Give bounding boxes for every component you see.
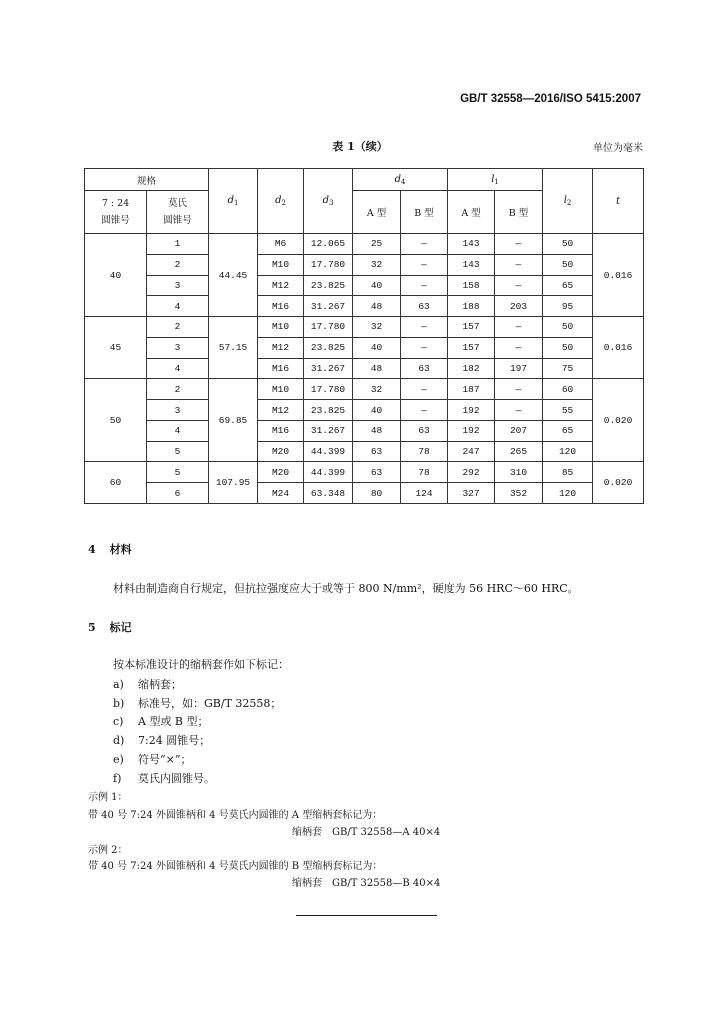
cell-t: 0.020 — [593, 379, 644, 462]
cell-taper-724: 40 — [85, 234, 147, 317]
cell-l2: 95 — [543, 296, 593, 317]
cell-morse-taper: 4 — [147, 420, 209, 441]
table-row — [85, 275, 644, 296]
cell-l2: 60 — [543, 379, 593, 400]
cell-l1-a: 157 — [448, 317, 495, 338]
cell-l1-a: 157 — [448, 337, 495, 358]
cell-d4-b: — — [401, 275, 448, 296]
header-l1 — [448, 169, 543, 191]
cell-l1-a: 327 — [448, 483, 495, 504]
table-caption: 表 1（续） — [332, 140, 388, 153]
cell-d2: M10 — [258, 254, 304, 275]
cell-d4-b: 63 — [401, 358, 448, 379]
cell-morse-taper: 3 — [147, 275, 209, 296]
cell-d4-a: 40 — [353, 400, 401, 421]
cell-d2: M20 — [258, 462, 304, 483]
cell-d4-b: 124 — [401, 483, 448, 504]
example-marking: 缩柄套 GB/T 32558—A 40×4 — [292, 827, 441, 838]
table-row — [85, 462, 644, 483]
cell-d4-b: 63 — [401, 296, 448, 317]
example-description: 带 40 号 7:24 外圆锥柄和 4 号莫氏内圆锥的 A 型缩柄套标记为： — [88, 810, 383, 821]
cell-morse-taper: 3 — [147, 400, 209, 421]
cell-morse-taper: 4 — [147, 358, 209, 379]
cell-d4-a: 40 — [353, 337, 401, 358]
header-d3 — [304, 169, 353, 234]
cell-l2: 55 — [543, 400, 593, 421]
section-4-heading — [88, 541, 132, 557]
table-body — [85, 234, 644, 504]
cell-d4-b: — — [401, 337, 448, 358]
cell-d3: 12.065 — [304, 234, 353, 255]
symbol: l — [563, 195, 567, 206]
cell-t: 0.016 — [593, 317, 644, 379]
section-number: 5 — [88, 621, 96, 634]
list-item-text: 7:24 圆锥号； — [138, 734, 211, 747]
cell-l1-b: 203 — [495, 296, 543, 317]
cell-d4-a: 40 — [353, 275, 401, 296]
header-d4-type-b: B 型 — [401, 191, 448, 234]
table-row — [85, 337, 644, 358]
example-marking: 缩柄套 GB/T 32558—B 40×4 — [292, 878, 441, 889]
cell-d3: 63.348 — [304, 483, 353, 504]
cell-d4-b: — — [401, 254, 448, 275]
cell-l2: 65 — [543, 275, 593, 296]
cell-d4-a: 48 — [353, 358, 401, 379]
list-item-text: 符号“×”； — [138, 753, 192, 766]
cell-morse-taper: 2 — [147, 254, 209, 275]
header-spec: 规格 — [85, 169, 209, 191]
table-row — [85, 441, 644, 462]
section-title: 材料 — [109, 543, 132, 556]
cell-d3: 23.825 — [304, 400, 353, 421]
header-l1-type-b: B 型 — [495, 191, 543, 234]
subscript: 2 — [281, 199, 286, 207]
cell-l1-b: 310 — [495, 462, 543, 483]
cell-taper-724: 45 — [85, 317, 147, 379]
cell-d2: M6 — [258, 234, 304, 255]
running-header: GB/T 32558—2016/ISO 5415:2007 — [460, 93, 641, 105]
cell-d3: 44.399 — [304, 441, 353, 462]
section-4-text: 材料由制造商自行规定，但抗拉强度应大于或等于 800 N/mm²，硬度为 56 HRC～60 HRC。 — [113, 582, 579, 595]
specification-table — [84, 168, 644, 504]
cell-l1-b: — — [495, 234, 543, 255]
cell-morse-taper: 3 — [147, 337, 209, 358]
symbol: d — [394, 173, 401, 185]
cell-l1-b: 352 — [495, 483, 543, 504]
table-row — [85, 379, 644, 400]
cell-morse-taper: 4 — [147, 296, 209, 317]
cell-d4-b: — — [401, 234, 448, 255]
section-5-heading — [88, 619, 132, 635]
cell-d3: 17.780 — [304, 254, 353, 275]
list-item-label: d) — [113, 734, 125, 747]
header-row — [85, 169, 644, 191]
example-label: 示例 2： — [88, 845, 128, 856]
cell-d3: 17.780 — [304, 317, 353, 338]
cell-d4-a: 32 — [353, 254, 401, 275]
subscript: 4 — [400, 177, 406, 186]
cell-l1-a: 187 — [448, 379, 495, 400]
cell-morse-taper: 2 — [147, 379, 209, 400]
cell-d2: M16 — [258, 420, 304, 441]
table-row — [85, 234, 644, 255]
cell-morse-taper: 5 — [147, 441, 209, 462]
table-unit-note: 单位为毫米 — [593, 143, 643, 154]
cell-l2: 120 — [543, 483, 593, 504]
section-title: 标记 — [109, 621, 132, 634]
cell-d2: M10 — [258, 317, 304, 338]
cell-d2: M24 — [258, 483, 304, 504]
cell-d3: 23.825 — [304, 275, 353, 296]
cell-l1-b: 207 — [495, 420, 543, 441]
cell-d3: 23.825 — [304, 337, 353, 358]
cell-d4-a: 63 — [353, 462, 401, 483]
list-item-text: 莫氏内圆锥号。 — [138, 772, 215, 785]
cell-l1-b: 197 — [495, 358, 543, 379]
list-item-text: A 型或 B 型； — [138, 715, 209, 728]
cell-d4-a: 48 — [353, 296, 401, 317]
cell-d4-b: — — [401, 400, 448, 421]
cell-l1-a: 292 — [448, 462, 495, 483]
cell-l2: 75 — [543, 358, 593, 379]
cell-d4-b: 63 — [401, 420, 448, 441]
cell-d4-a: 80 — [353, 483, 401, 504]
cell-l1-b: — — [495, 254, 543, 275]
cell-l1-a: 192 — [448, 420, 495, 441]
header-morse-taper: 莫氏 圆锥号 — [147, 191, 209, 234]
cell-d1: 57.15 — [209, 317, 258, 379]
cell-d1: 44.45 — [209, 234, 258, 317]
list-item-label: f) — [113, 772, 122, 785]
cell-l2: 50 — [543, 234, 593, 255]
cell-l1-a: 143 — [448, 234, 495, 255]
cell-d2: M12 — [258, 400, 304, 421]
cell-d4-a: 32 — [353, 317, 401, 338]
header-l1-type-a: A 型 — [448, 191, 495, 234]
cell-morse-taper: 2 — [147, 317, 209, 338]
table-row — [85, 420, 644, 441]
list-item — [113, 751, 191, 767]
cell-l1-a: 182 — [448, 358, 495, 379]
list-item-text: 缩柄套； — [138, 678, 182, 691]
cell-l1-b: — — [495, 400, 543, 421]
list-item-label: e) — [113, 753, 124, 766]
cell-l2: 85 — [543, 462, 593, 483]
cell-d3: 17.780 — [304, 379, 353, 400]
cell-l1-a: 188 — [448, 296, 495, 317]
cell-d2: M10 — [258, 379, 304, 400]
cell-l2: 65 — [543, 420, 593, 441]
cell-l2: 50 — [543, 254, 593, 275]
cell-d3: 44.399 — [304, 462, 353, 483]
cell-d2: M12 — [258, 275, 304, 296]
table-row — [85, 296, 644, 317]
cell-d2: M12 — [258, 337, 304, 358]
subscript: 3 — [328, 199, 334, 207]
cell-d4-a: 48 — [353, 420, 401, 441]
list-item — [113, 695, 281, 711]
list-item — [113, 732, 210, 748]
header-t — [593, 169, 644, 234]
cell-morse-taper: 5 — [147, 462, 209, 483]
cell-d2: M16 — [258, 296, 304, 317]
table-row — [85, 400, 644, 421]
cell-d2: M20 — [258, 441, 304, 462]
cell-d4-b: 78 — [401, 462, 448, 483]
table-head — [85, 169, 644, 234]
cell-t: 0.016 — [593, 234, 644, 317]
cell-d4-a: 63 — [353, 441, 401, 462]
cell-d4-b: — — [401, 379, 448, 400]
cell-d4-b: 78 — [401, 441, 448, 462]
symbol: d — [275, 195, 282, 206]
cell-t: 0.020 — [593, 462, 644, 504]
cell-l1-b: — — [495, 337, 543, 358]
example-description: 带 40 号 7:24 外圆锥柄和 4 号莫氏内圆锥的 B 型缩柄套标记为： — [88, 861, 383, 872]
cell-l2: 50 — [543, 337, 593, 358]
cell-l1-a: 192 — [448, 400, 495, 421]
header-d2 — [258, 169, 304, 234]
table-row — [85, 483, 644, 504]
cell-l1-a: 158 — [448, 275, 495, 296]
symbol: d — [322, 195, 329, 206]
section-number: 4 — [88, 543, 96, 556]
cell-l1-a: 143 — [448, 254, 495, 275]
header-d4 — [353, 169, 448, 191]
example-label: 示例 1： — [88, 792, 128, 803]
cell-morse-taper: 1 — [147, 234, 209, 255]
list-item-text: 标准号，如：GB/T 32558； — [138, 697, 282, 710]
cell-l1-b: — — [495, 275, 543, 296]
list-item — [113, 713, 209, 729]
cell-d3: 31.267 — [304, 420, 353, 441]
subscript: 2 — [566, 199, 572, 207]
section-5-intro: 按本标准设计的缩柄套作如下标记： — [113, 658, 289, 671]
header-l2 — [543, 169, 593, 234]
header-d4-type-a: A 型 — [353, 191, 401, 234]
cell-l1-a: 247 — [448, 441, 495, 462]
cell-l2: 50 — [543, 317, 593, 338]
end-rule — [296, 915, 437, 916]
cell-l2: 120 — [543, 441, 593, 462]
subscript: 1 — [233, 199, 239, 207]
cell-d4-a: 25 — [353, 234, 401, 255]
header-d1 — [209, 169, 258, 234]
symbol: d — [227, 195, 234, 206]
list-item — [113, 770, 215, 786]
list-item-label: a) — [113, 678, 124, 691]
cell-l1-b: — — [495, 317, 543, 338]
list-item-label: b) — [113, 697, 125, 710]
header-taper-724: 7 : 24 圆锥号 — [85, 191, 147, 234]
symbol: l — [491, 173, 495, 185]
table-row — [85, 317, 644, 338]
cell-l1-b: 265 — [495, 441, 543, 462]
symbol: t — [616, 195, 621, 207]
list-item — [113, 676, 182, 692]
cell-d3: 31.267 — [304, 296, 353, 317]
cell-d4-b: — — [401, 317, 448, 338]
list-item-label: c) — [113, 715, 124, 728]
cell-morse-taper: 6 — [147, 483, 209, 504]
cell-d4-a: 32 — [353, 379, 401, 400]
cell-d1: 69.85 — [209, 379, 258, 462]
cell-d3: 31.267 — [304, 358, 353, 379]
cell-l1-b: — — [495, 379, 543, 400]
cell-taper-724: 50 — [85, 379, 147, 462]
cell-taper-724: 60 — [85, 462, 147, 504]
cell-d2: M16 — [258, 358, 304, 379]
table-row — [85, 358, 644, 379]
cell-d1: 107.95 — [209, 462, 258, 504]
subscript: 1 — [494, 177, 499, 186]
table-row — [85, 254, 644, 275]
